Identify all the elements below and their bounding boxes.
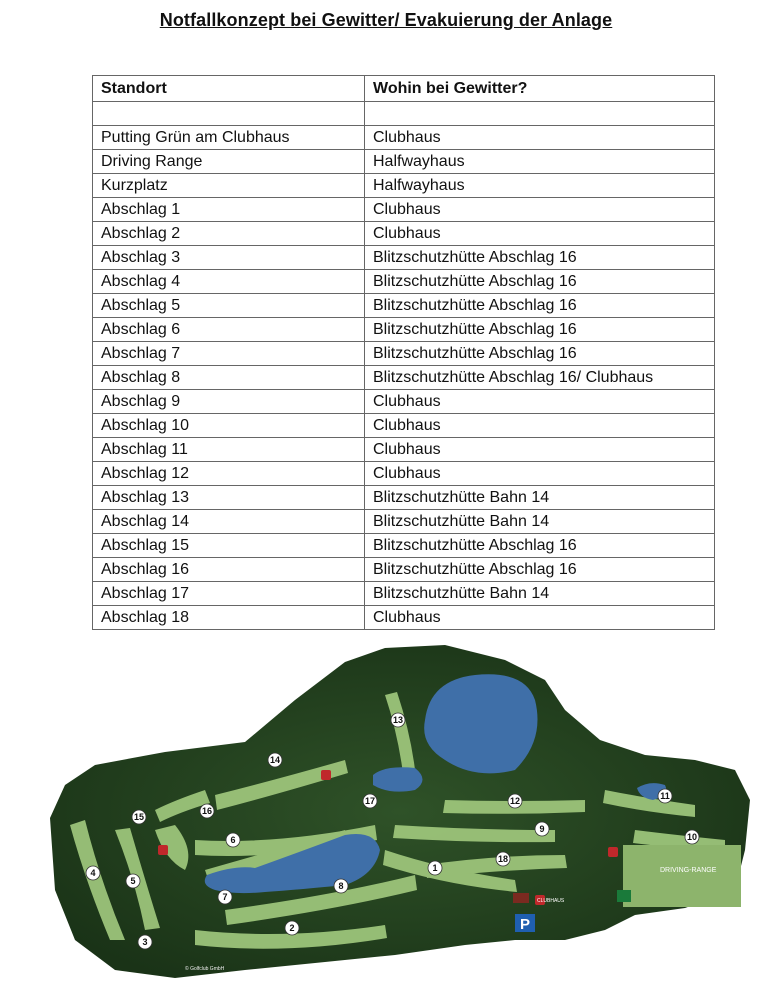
table-body <box>93 102 715 630</box>
location-cell <box>93 102 365 126</box>
destination-cell: Blitzschutzhütte Abschlag 16/ Clubhaus <box>365 366 715 390</box>
table-row <box>93 606 715 630</box>
hole-number: 6 <box>230 835 236 845</box>
hole-number: 2 <box>289 923 295 933</box>
destination-cell: Clubhaus <box>365 198 715 222</box>
hole-number: 5 <box>130 876 136 886</box>
destination-cell <box>365 102 715 126</box>
driving-range-area <box>623 845 741 907</box>
location-cell: Abschlag 14 <box>93 510 365 534</box>
location-cell: Driving Range <box>93 150 365 174</box>
hole-number: 12 <box>509 796 521 806</box>
emergency-exit-sign <box>617 890 631 902</box>
table-row <box>93 438 715 462</box>
hole-number: 10 <box>686 832 698 842</box>
clubhouse-building <box>513 893 529 903</box>
table-row <box>93 534 715 558</box>
hole-number: 1 <box>432 863 438 873</box>
golf-course-map <box>45 640 760 985</box>
location-cell: Abschlag 7 <box>93 342 365 366</box>
destination-cell: Clubhaus <box>365 462 715 486</box>
location-cell: Abschlag 5 <box>93 294 365 318</box>
table-row <box>93 222 715 246</box>
copyright-text: © Golfclub GmbH <box>185 966 225 972</box>
hole-number: 9 <box>539 824 545 834</box>
table-row <box>93 342 715 366</box>
course-map-graphic <box>45 640 760 985</box>
destination-cell: Clubhaus <box>365 414 715 438</box>
column-header-destination: Wohin bei Gewitter? <box>365 76 715 102</box>
table-row <box>93 174 715 198</box>
table-row <box>93 366 715 390</box>
destination-cell: Halfwayhaus <box>365 150 715 174</box>
location-cell: Abschlag 17 <box>93 582 365 606</box>
evacuation-table <box>92 75 715 630</box>
table-row <box>93 246 715 270</box>
clubhouse-label: CLUBHAUS <box>537 898 565 904</box>
location-cell: Abschlag 1 <box>93 198 365 222</box>
hole-number: 11 <box>660 791 670 801</box>
table-row <box>93 486 715 510</box>
table-row <box>93 510 715 534</box>
location-cell: Abschlag 13 <box>93 486 365 510</box>
destination-cell: Blitzschutzhütte Bahn 14 <box>365 510 715 534</box>
parking-label: P <box>520 916 531 933</box>
destination-cell: Clubhaus <box>365 390 715 414</box>
hole-number: 8 <box>338 881 344 891</box>
destination-cell: Blitzschutzhütte Abschlag 16 <box>365 342 715 366</box>
location-cell: Abschlag 9 <box>93 390 365 414</box>
hole-number: 3 <box>142 937 148 947</box>
hole-number: 15 <box>133 812 145 822</box>
table-row <box>93 198 715 222</box>
table-row <box>93 126 715 150</box>
destination-cell: Clubhaus <box>365 222 715 246</box>
destination-cell: Blitzschutzhütte Abschlag 16 <box>365 270 715 294</box>
destination-cell: Halfwayhaus <box>365 174 715 198</box>
destination-cell: Blitzschutzhütte Bahn 14 <box>365 582 715 606</box>
table-row <box>93 294 715 318</box>
table-row <box>93 150 715 174</box>
destination-cell: Blitzschutzhütte Abschlag 16 <box>365 318 715 342</box>
hole-number: 4 <box>90 868 96 878</box>
column-header-location: Standort <box>93 76 365 102</box>
location-cell: Abschlag 18 <box>93 606 365 630</box>
location-cell: Kurzplatz <box>93 174 365 198</box>
location-cell: Abschlag 6 <box>93 318 365 342</box>
hole-number: 7 <box>222 892 228 902</box>
table-row <box>93 558 715 582</box>
location-cell: Abschlag 12 <box>93 462 365 486</box>
destination-cell: Blitzschutzhütte Abschlag 16 <box>365 246 715 270</box>
table-header-row <box>93 76 715 102</box>
driving-range-label: DRIVING-RANGE <box>660 867 717 874</box>
table-row <box>93 270 715 294</box>
location-cell: Abschlag 15 <box>93 534 365 558</box>
table-row <box>93 102 715 126</box>
destination-cell: Blitzschutzhütte Abschlag 16 <box>365 534 715 558</box>
hole-number: 13 <box>392 715 404 725</box>
location-cell: Abschlag 11 <box>93 438 365 462</box>
destination-cell: Blitzschutzhütte Abschlag 16 <box>365 558 715 582</box>
destination-cell: Clubhaus <box>365 126 715 150</box>
hole-number: 18 <box>497 854 509 864</box>
page-title: Notfallkonzept bei Gewitter/ Evakuierung der Anlage <box>159 10 613 30</box>
table-row <box>93 582 715 606</box>
hole-number: 17 <box>364 796 376 806</box>
table-row <box>93 462 715 486</box>
table-row <box>93 318 715 342</box>
hole-number: 16 <box>201 806 213 816</box>
location-cell: Abschlag 16 <box>93 558 365 582</box>
destination-cell: Clubhaus <box>365 438 715 462</box>
location-cell: Abschlag 3 <box>93 246 365 270</box>
destination-cell: Clubhaus <box>365 606 715 630</box>
destination-cell: Blitzschutzhütte Abschlag 16 <box>365 294 715 318</box>
location-cell: Abschlag 4 <box>93 270 365 294</box>
hole-number: 14 <box>269 755 281 765</box>
location-cell: Abschlag 10 <box>93 414 365 438</box>
location-cell: Abschlag 8 <box>93 366 365 390</box>
location-cell: Putting Grün am Clubhaus <box>93 126 365 150</box>
table-row <box>93 390 715 414</box>
location-cell: Abschlag 2 <box>93 222 365 246</box>
destination-cell: Blitzschutzhütte Bahn 14 <box>365 486 715 510</box>
table-row <box>93 414 715 438</box>
